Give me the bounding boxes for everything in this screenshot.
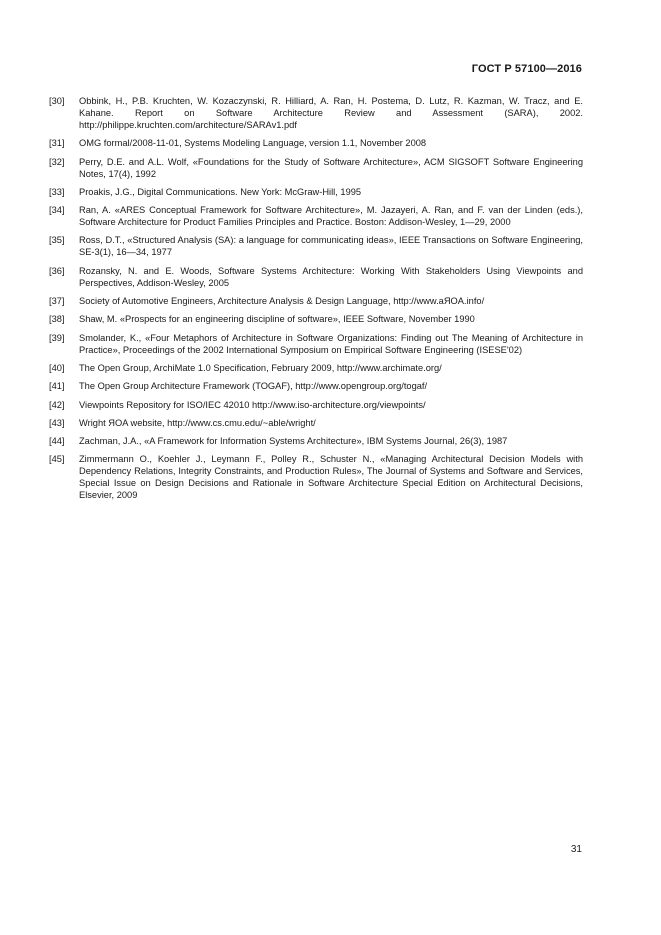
reference-number: [44] bbox=[49, 436, 65, 447]
reference-text: Viewpoints Repository for ISO/IEC 42010 http://www.iso-architecture.org/viewpoints/ bbox=[79, 399, 426, 410]
reference-number: [45] bbox=[49, 454, 65, 465]
reference-item bbox=[49, 332, 583, 356]
reference-text: Rozansky, N. and E. Woods, Software Systems Architecture: Working With Stakeholders Using Viewpoints and Perspectives, Addison-Wesley, 2005 bbox=[79, 265, 583, 288]
reference-text: Proakis, J.G., Digital Communications. New York: McGraw-Hill, 1995 bbox=[79, 186, 362, 197]
reference-item bbox=[49, 362, 583, 374]
reference-number: [42] bbox=[49, 399, 65, 410]
reference-text: Shaw, M. «Prospects for an engineering discipline of software», IEEE Software, November 1990 bbox=[79, 314, 475, 325]
reference-number: [33] bbox=[49, 186, 65, 197]
reference-item bbox=[49, 265, 583, 289]
reference-number: [32] bbox=[49, 156, 65, 167]
standard-header: ГОСТ Р 57100—2016 bbox=[471, 63, 582, 75]
reference-item bbox=[49, 313, 583, 325]
reference-text: Perry, D.E. and A.L. Wolf, «Foundations for the Study of Software Architecture», ACM SIGSOFT Software Engineering Notes, 17(4), 1992 bbox=[79, 156, 583, 179]
reference-item bbox=[49, 435, 583, 447]
reference-item bbox=[49, 204, 583, 228]
reference-text: The Open Group, ArchiMate 1.0 Specification, February 2009, http://www.archimate.org/ bbox=[79, 362, 442, 373]
reference-number: [40] bbox=[49, 362, 65, 373]
reference-text: Wright ЯOA website, http://www.cs.cmu.edu/~able/wright/ bbox=[79, 417, 316, 428]
reference-number: [39] bbox=[49, 332, 65, 343]
reference-text: Obbink, H., P.B. Kruchten, W. Kozaczynski, R. Hilliard, A. Ran, H. Postema, D. Lutz, R. Kazman, W. Tracz, and E. Kahane. Report on Software Architecture Review and Assessment (SARA), 2002. http://philippe.kruchten.com/architecture/SARAv1.pdf bbox=[79, 96, 583, 130]
reference-item bbox=[49, 186, 583, 198]
reference-item bbox=[49, 295, 583, 307]
reference-item bbox=[49, 137, 583, 149]
reference-text: Society of Automotive Engineers, Architecture Analysis & Design Language, http://www.aЯOA.info/ bbox=[79, 296, 485, 307]
reference-text: OMG formal/2008-11-01, Systems Modeling Language, version 1.1, November 2008 bbox=[79, 138, 427, 149]
reference-list bbox=[49, 95, 583, 508]
reference-text: The Open Group Architecture Framework (TOGAF), http://www.opengroup.org/togaf/ bbox=[79, 381, 428, 392]
reference-number: [41] bbox=[49, 381, 65, 392]
reference-number: [34] bbox=[49, 205, 65, 216]
page-number: 31 bbox=[570, 844, 582, 855]
reference-text: Ross, D.T., «Structured Analysis (SA): a language for communicating ideas», IEEE Transactions on Software Engineering, SE-3(1), 16—34, 1977 bbox=[79, 235, 583, 258]
reference-number: [38] bbox=[49, 314, 65, 325]
reference-text: Zachman, J.A., «A Framework for Information Systems Architecture», IBM Systems Journal, 26(3), 1987 bbox=[79, 436, 508, 447]
reference-number: [36] bbox=[49, 265, 65, 276]
reference-item bbox=[49, 380, 583, 392]
reference-item bbox=[49, 453, 583, 501]
reference-item bbox=[49, 156, 583, 180]
reference-text: Smolander, K., «Four Metaphors of Architecture in Software Organizations: Finding out The Meaning of Architecture in Practice», Proceedings of the 2002 International Symposium on Empirical Software Engineering (ISESE'02) bbox=[79, 332, 583, 355]
reference-number: [30] bbox=[49, 96, 65, 106]
reference-number: [35] bbox=[49, 235, 65, 246]
reference-number: [43] bbox=[49, 417, 65, 428]
reference-item bbox=[49, 399, 583, 411]
reference-number: [37] bbox=[49, 296, 65, 307]
reference-item bbox=[49, 417, 583, 429]
reference-text: Zimmermann O., Koehler J., Leymann F., Polley R., Schuster N., «Managing Architectural Decision Models with Dependency Relations, Integrity Constraints, and Production Rules», The Journal of Systems and Software and Services, Special Issue on Design Decisions and Rationale in Software Architecture Special Edition on Architectural Decisions, Elsevier, 2009 bbox=[79, 454, 583, 501]
reference-item bbox=[49, 95, 583, 131]
reference-item bbox=[49, 234, 583, 258]
reference-text: Ran, A. «ARES Conceptual Framework for Software Architecture», M. Jazayeri, A. Ran, and F. van der Linden (eds.), Software Architecture for Product Families Principles and Practice. Boston: Addison-Wesley, 1—29, 2000 bbox=[79, 205, 583, 228]
reference-number: [31] bbox=[49, 138, 65, 149]
